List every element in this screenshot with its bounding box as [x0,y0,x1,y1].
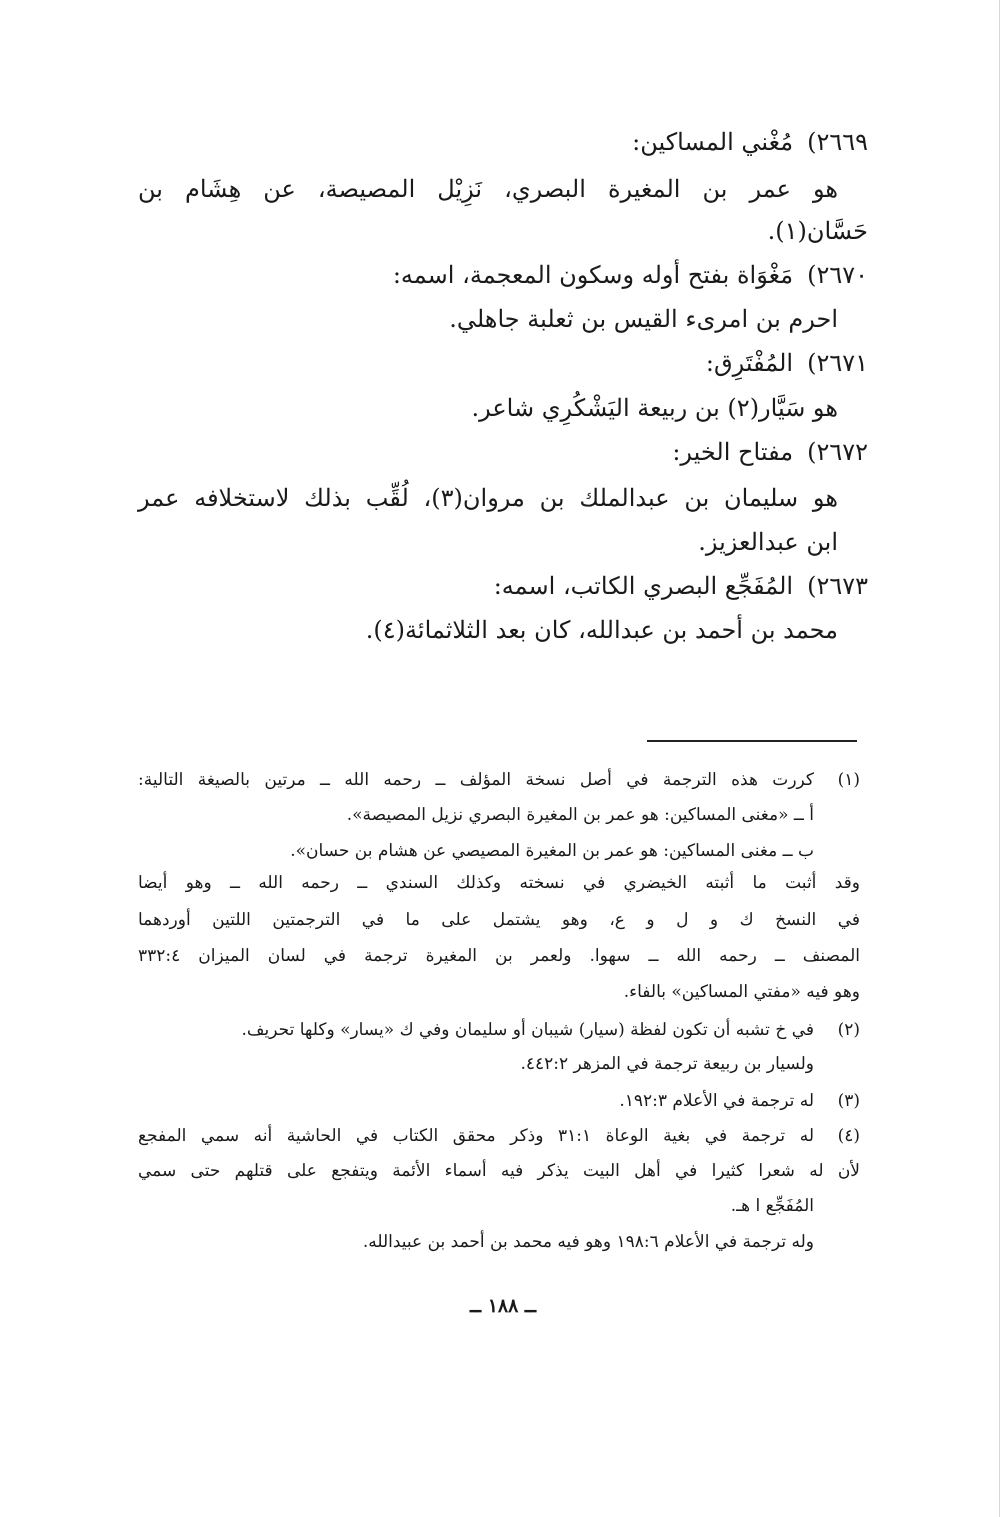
footnote-line: ب ــ مغنى المساكين: هو عمر بن المغيرة المصيصي عن هشام بن حسان». [290,841,814,861]
entry-body-line: هو سليمان بن عبدالملك بن مروان(٣)، لُقِّب بذلك لاستخلافه عمر [138,484,838,512]
entry-number: ٢٦٧٠) [807,261,868,289]
entry-heading-line [632,125,868,159]
footnote-line: في خ تشبه أن تكون لفظة (سيار) شيبان أو سليمان وفي ك «يسار» وكلها تحريف. [241,1020,814,1040]
footnote-marker: (٤) [837,1126,860,1146]
entry-number: ٢٦٧٣) [807,572,868,600]
entry-body-line: ابن عبدالعزيز. [698,528,838,556]
entry-heading-line [393,258,868,292]
footnote-line: المصنف ــ رحمه الله ــ سهوا. ولعمر بن المغيرة ترجمة في لسان الميزان ٣٣٢:٤ [138,946,860,966]
footnote-line: وهو فيه «مفتي المساكين» بالفاء. [623,982,860,1002]
page-edge [999,0,1000,1517]
footnote-line: أ ــ «مغنى المساكين: هو عمر بن المغيرة البصري نزيل المصيصة». [346,805,814,825]
entry-heading-line [706,346,868,380]
entry-body-line: هو سَيَّار(٢) بن ربيعة اليَشْكُرِي شاعر. [471,394,838,422]
footnote-line: له ترجمة في بغية الوعاة ٣١:١ وذكر محقق الكتاب في الحاشية أنه سمي المفجع [138,1126,814,1146]
entry-body-line: حَسَّان(١). [767,217,868,245]
entry-body-line: هو عمر بن المغيرة البصري، نَزِيْل المصيصة، عن هِشَام بن [138,175,838,203]
entry-number: ٢٦٦٩) [807,128,868,156]
footnote-line: وقد أثبت ما أثبته الخيضري في نسخته وكذلك السندي ــ رحمه الله ــ وهو أيضا [138,873,860,893]
entry-heading: مَغْوَاة بفتح أوله وسكون المعجمة، اسمه: [392,261,794,289]
footnote-line: ولسيار بن ربيعة ترجمة في المزهر ٤٤٢:٢. [520,1054,814,1074]
footnote-line: لأن له شعرا كثيرا في أهل البيت يذكر فيه أسماء الأئمة ويتفجع على قتلهم حتى سمي [138,1161,860,1181]
entry-number: ٢٦٧١) [807,349,868,377]
footnote-separator [647,740,857,742]
footnote-marker: (١) [837,770,860,790]
footnote-line: وله ترجمة في الأعلام ١٩٨:٦ وهو فيه محمد بن أحمد بن عبيدالله. [362,1232,814,1252]
entry-heading-line [672,435,868,469]
entry-body-line: محمد بن أحمد بن عبدالله، كان بعد الثلاثمائة(٤). [365,616,838,644]
entry-heading-line [494,569,868,603]
entry-heading: المُفَجِّع البصري الكاتب، اسمه: [493,572,794,600]
entry-body-line: احرم بن امرىء القيس بن ثعلبة جاهلي. [449,305,838,333]
footnote-line: له ترجمة في الأعلام ١٩٢:٣. [619,1091,814,1111]
footnote-line: في النسخ ك و ل و ع، وهو يشتمل على ما في الترجمتين اللتين أوردهما [138,910,860,930]
entry-heading: مفتاح الخير: [672,438,794,466]
footnote-marker: (٣) [837,1091,860,1111]
footnote-line: المُفَجِّع ا هـ. [730,1196,814,1216]
entry-heading: مُغْني المساكين: [632,128,794,156]
footnote-marker: (٢) [837,1020,860,1040]
entry-number: ٢٦٧٢) [807,438,868,466]
page-number: ــ ١٨٨ ــ [469,1295,537,1317]
entry-heading: المُفْتَرِق: [705,349,794,377]
footnote-line: كررت هذه الترجمة في أصل نسخة المؤلف ــ رحمه الله ــ مرتين بالصيغة التالية: [138,770,814,790]
